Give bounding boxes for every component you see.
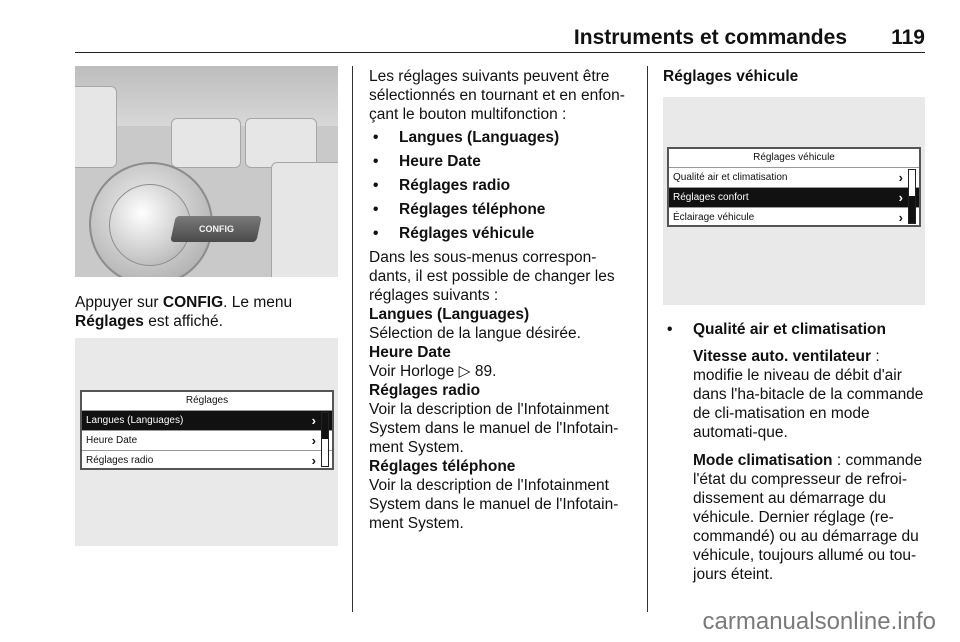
vehicle-settings-list <box>663 320 929 339</box>
panel-button <box>171 118 241 168</box>
column-divider <box>352 66 353 612</box>
screen-menu-item: Réglages radio › <box>82 450 332 470</box>
scrollbar <box>321 412 329 467</box>
panel-side-buttons <box>271 162 338 277</box>
list-item: • Heure Date <box>373 153 481 170</box>
list-item: • Qualité air et climatisation <box>667 321 886 338</box>
detail-paragraph: Mode climatisation : commande l'état du compresseur de refroi-dissement au démarrage du véhicule. Dernier réglage (re-commandé) ou au démarrage du véhicule, toujours allumé ou tou-jours éteint. <box>693 452 923 583</box>
chevron-right-icon: › <box>898 170 903 185</box>
left-intro <box>75 293 343 331</box>
vehicle-settings-screen <box>667 147 921 227</box>
screen-menu-item: Heure Date › <box>82 430 332 450</box>
list-item: • Réglages radio <box>373 177 511 194</box>
chevron-right-icon: › <box>898 190 903 205</box>
detail-paragraph: Vitesse auto. ventilateur : modifie le niveau de débit d'air dans l'ha-bitacle de la commande de cli-matisation en mode automati-que. <box>693 348 924 441</box>
section-body: Voir la description de l'Infotainment System dans le manuel de l'Infotain-ment System. <box>369 401 619 456</box>
section-heading: Réglages téléphone <box>369 458 516 475</box>
screen-menu-item: Langues (Languages) › <box>82 410 332 430</box>
section-heading: Heure Date <box>369 344 451 361</box>
settings-screen <box>80 390 334 470</box>
screen-menu-item: Éclairage véhicule › <box>669 207 919 227</box>
panel-left-buttons <box>75 86 117 168</box>
right-heading-block <box>663 67 925 86</box>
chevron-right-icon: › <box>311 433 316 448</box>
page-number: 119 <box>891 26 925 49</box>
right-column-text <box>663 320 929 584</box>
submenu-text: Dans les sous-menus correspon-dants, il est possible de changer les réglages suivants : <box>369 249 615 304</box>
intro-text: Les réglages suivants peuvent être sélectionnés en tournant et en enfon-çant le bouton multifonction : <box>369 68 625 123</box>
chevron-right-icon: › <box>898 210 903 225</box>
chevron-right-icon: › <box>311 413 316 428</box>
list-item: • Réglages véhicule <box>373 225 535 242</box>
panel-button <box>245 118 317 168</box>
config-panel-photo <box>75 66 338 277</box>
bullet-details <box>663 347 929 584</box>
section-heading: Réglages radio <box>369 382 481 399</box>
screen-menu-item: Réglages confort › <box>669 187 919 207</box>
middle-column <box>369 67 637 533</box>
screen-menu-item: Qualité air et climatisation › <box>669 167 919 187</box>
section-body: Voir Horloge ▷ 89. <box>369 363 497 380</box>
settings-list <box>369 128 637 243</box>
scrollbar <box>908 169 916 224</box>
section-heading: Réglages véhicule <box>663 68 799 85</box>
settings-screen-illustration <box>75 338 338 546</box>
intro-paragraph: Appuyer sur CONFIG. Le menu Réglages est affiché. <box>75 294 293 330</box>
chevron-right-icon: › <box>311 453 316 468</box>
section-body: Voir la description de l'Infotainment System dans le manuel de l'Infotain-ment System. <box>369 477 619 532</box>
column-divider <box>647 66 648 612</box>
list-item: • Réglages téléphone <box>373 201 546 218</box>
screen-title: Réglages <box>185 395 229 406</box>
section-body: Sélection de la langue désirée. <box>369 325 581 342</box>
watermark: carmanualsonline.info <box>702 608 936 635</box>
list-item: • Langues (Languages) <box>373 129 560 146</box>
vehicle-settings-screen-illustration <box>663 97 925 305</box>
section-heading: Langues (Languages) <box>369 306 530 323</box>
config-button: CONFIG <box>170 216 262 242</box>
page-title: Instruments et commandes <box>573 26 847 49</box>
screen-title: Réglages véhicule <box>753 152 835 163</box>
page-header <box>75 26 925 53</box>
